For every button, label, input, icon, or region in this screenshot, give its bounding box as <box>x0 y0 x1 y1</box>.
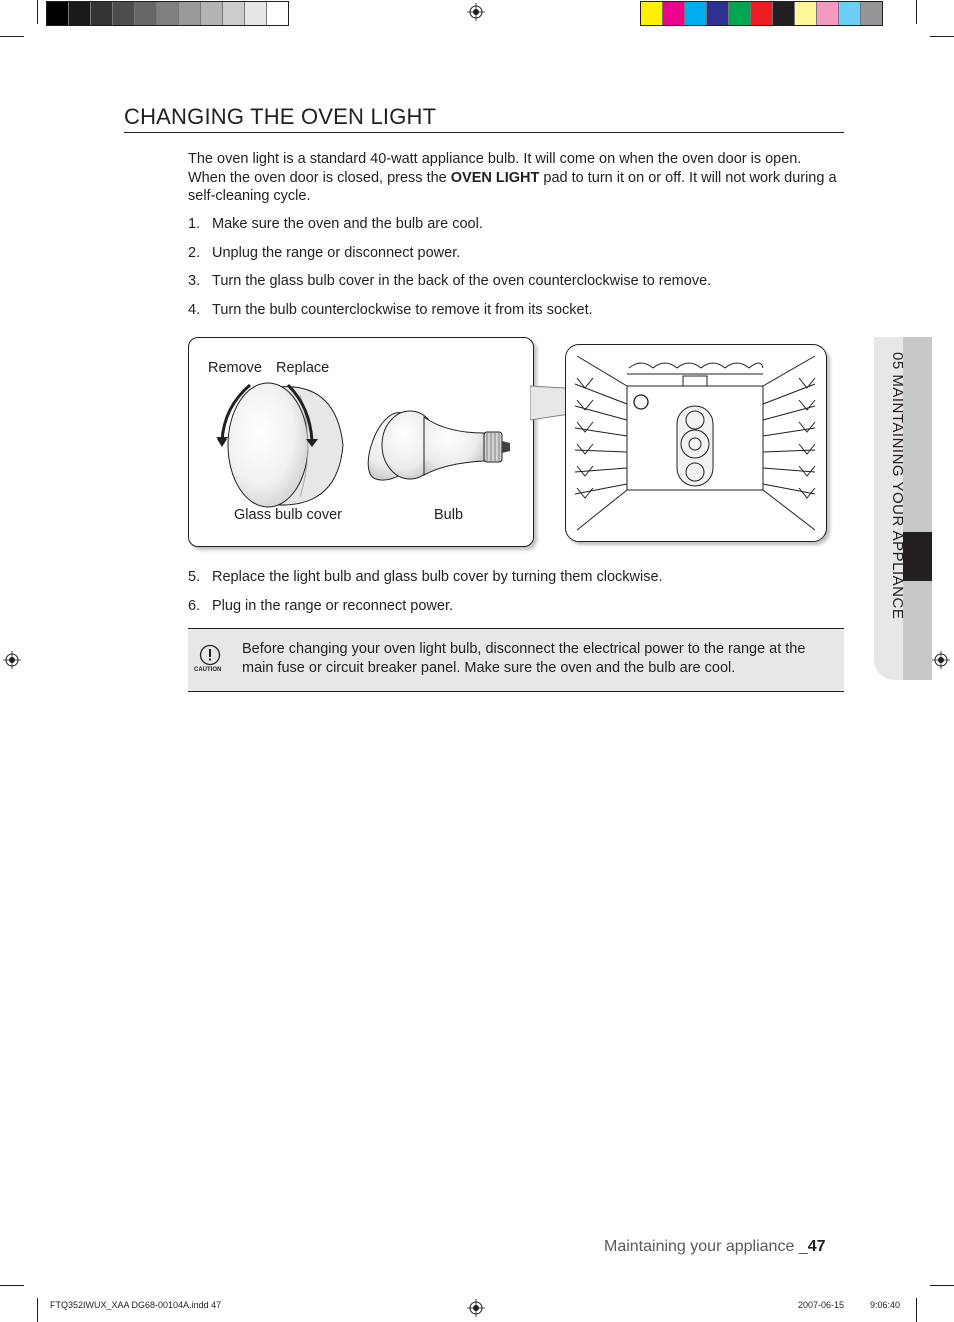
step-item <box>188 597 453 615</box>
step-text: Plug in the range or reconnect power. <box>212 598 454 614</box>
step-number: 5. <box>188 569 201 585</box>
registration-mark-icon <box>467 3 485 21</box>
replace-label: Replace <box>276 360 330 376</box>
gray-swatch <box>157 2 179 25</box>
crop-mark <box>916 1298 917 1322</box>
caution-text: Before changing your oven light bulb, disconnect the electrical power to the range at the main fuse or circuit breaker panel. Make sure the oven and the bulb are cool. <box>242 641 806 676</box>
step-number: 3. <box>188 273 201 289</box>
color-swatch <box>861 2 882 25</box>
step-item <box>188 301 593 319</box>
crop-mark <box>930 36 954 37</box>
color-swatch <box>707 2 729 25</box>
registration-mark-icon <box>3 651 21 669</box>
gray-swatch <box>245 2 267 25</box>
gray-swatch <box>47 2 69 25</box>
color-swatch <box>795 2 817 25</box>
bulb-label: Bulb <box>434 507 464 523</box>
crop-mark <box>37 1298 38 1322</box>
color-swatch <box>663 2 685 25</box>
color-swatch <box>839 2 861 25</box>
slug-date: 2007-06-15 <box>798 1300 845 1310</box>
step-text: Turn the bulb counterclockwise to remove it from its socket. <box>212 302 593 318</box>
oven-interior-drawing <box>565 344 827 542</box>
slug-time: 9:06:40 <box>870 1300 901 1310</box>
gray-swatch <box>201 2 223 25</box>
chapter-tab-marker <box>903 532 932 581</box>
gray-swatch <box>113 2 135 25</box>
step-number: 6. <box>188 598 201 614</box>
color-bar <box>640 1 883 26</box>
intro-paragraph <box>188 150 838 206</box>
color-swatch <box>685 2 707 25</box>
glass-bulb-cover-label: Glass bulb cover <box>234 507 342 523</box>
step-item <box>188 215 483 233</box>
step-number: 1. <box>188 216 201 232</box>
footer-section: Maintaining your appliance _ <box>604 1238 808 1255</box>
color-swatch <box>817 2 839 25</box>
step-number: 4. <box>188 302 201 318</box>
step-text: Make sure the oven and the bulb are cool. <box>212 216 483 232</box>
gray-swatch <box>91 2 113 25</box>
step-text: Unplug the range or disconnect power. <box>212 245 461 261</box>
step-text: Turn the glass bulb cover in the back of the oven counterclockwise to remove. <box>212 273 712 289</box>
crop-mark <box>0 36 24 37</box>
step-item <box>188 272 711 290</box>
remove-label: Remove <box>208 360 262 376</box>
color-swatch <box>729 2 751 25</box>
caution-icon-label: CAUTION <box>194 667 222 673</box>
page-title: CHANGING THE OVEN LIGHT <box>124 104 844 133</box>
registration-mark-icon <box>932 651 950 669</box>
step-item <box>188 244 460 262</box>
intro-text-end: pad to turn it on or off. It will not work during a self-cleaning cycle. <box>188 169 837 205</box>
gray-swatch <box>69 2 91 25</box>
oven-light-keyword: OVEN LIGHT <box>450 169 540 186</box>
intro-text-start: The oven light is a standard 40-watt appliance bulb. It will come on when the oven door is open. When the oven door is closed, press the <box>188 151 802 186</box>
color-swatch <box>641 2 663 25</box>
color-swatch <box>751 2 773 25</box>
crop-mark <box>930 1285 954 1286</box>
chapter-tab-label: 05 MAINTAINING YOUR APPLIANCE <box>889 352 906 620</box>
page-footer <box>604 1238 825 1256</box>
caution-icon <box>196 644 224 668</box>
gray-swatch <box>223 2 245 25</box>
crop-mark <box>37 0 38 24</box>
step-item <box>188 568 663 586</box>
step-number: 2. <box>188 245 201 261</box>
color-swatch <box>773 2 795 25</box>
grayscale-bar <box>46 1 289 26</box>
crop-mark <box>916 0 917 24</box>
registration-mark-icon <box>467 1299 485 1317</box>
gray-swatch <box>135 2 157 25</box>
gray-swatch <box>267 2 288 25</box>
step-text: Replace the light bulb and glass bulb cover by turning them clockwise. <box>212 569 663 585</box>
crop-mark <box>0 1285 24 1286</box>
slug-filename: FTQ352IWUX_XAA DG68-00104A.indd 47 <box>50 1300 222 1310</box>
chapter-tab-strip <box>903 337 932 680</box>
gray-swatch <box>179 2 201 25</box>
page-number: 47 <box>807 1238 826 1255</box>
